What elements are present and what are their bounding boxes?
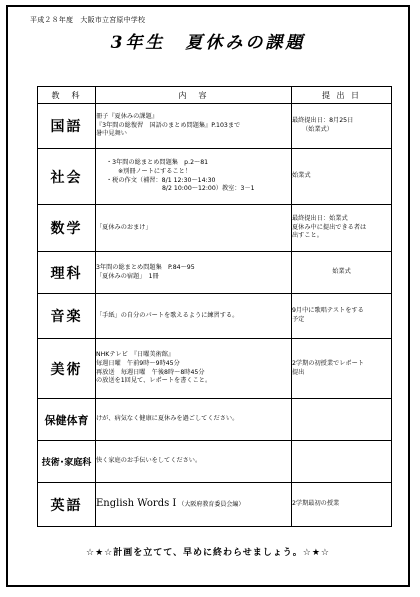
table-row (38, 294, 392, 339)
submit-line: 最終提出日：8月25日 (292, 117, 354, 125)
english-textbook-title: English Words I (96, 498, 177, 510)
table-row (38, 441, 392, 483)
footer-message: ☆★☆計画を立てて、早めに終わらせましょう。☆★☆ (86, 548, 330, 558)
content-cell (96, 483, 292, 527)
assignment-table (37, 86, 392, 527)
subject-cell: 国語 (38, 104, 96, 149)
submit-cell (292, 441, 392, 483)
subject-cell: 社会 (38, 149, 96, 205)
subject-cell: 音楽 (38, 294, 96, 339)
content-line: ※別冊ノートにすること！ (118, 167, 192, 175)
english-textbook-publisher: （大阪府教育委員会編） (178, 501, 245, 509)
school-header: 平成２８年度 大阪市立宮原中学校 (30, 16, 146, 24)
subject-cell: 美術 (38, 339, 96, 399)
content-line: ・3年間の総まとめ問題集 p.2～81 (106, 158, 209, 166)
submit-cell (292, 483, 392, 527)
content-line: 快く家庭のお手伝いをしてください。 (96, 457, 202, 464)
content-line: NHKテレビ 『日曜美術館』 (96, 350, 175, 358)
submit-line: 夏休み中に提出できる者は (292, 223, 367, 231)
submit-line: 予定 (292, 316, 305, 323)
submit-line: 始業式 (292, 172, 311, 179)
content-line: 「夏休みの宿題」 1冊 (96, 272, 159, 280)
submit-cell (292, 252, 392, 294)
content-cell (96, 339, 292, 399)
subject-cell: 理科 (38, 252, 96, 294)
content-cell (96, 399, 292, 441)
subject-cell: 数学 (38, 205, 96, 252)
submit-line: 出すこと。 (292, 232, 323, 240)
subject-cell: 技術･家庭科 (38, 441, 96, 483)
submit-line: 始業式 (332, 268, 351, 275)
table-row (38, 339, 392, 399)
subject-cell: 英語 (38, 483, 96, 527)
submit-line: 9月中に歌唱テストをする (292, 307, 364, 315)
table-row (38, 483, 392, 527)
content-cell (96, 441, 292, 483)
header-subject: 教 科 (38, 87, 96, 104)
submit-cell (292, 205, 392, 252)
submit-cell (292, 104, 392, 149)
content-line: 『3年間の総復習 国語のまとめ問題集』P.103まで (96, 121, 241, 129)
content-line: 冊子『夏休みの課題』 (96, 112, 158, 120)
table-row (38, 104, 392, 149)
table-row (38, 399, 392, 441)
content-cell (96, 205, 292, 252)
document-page (6, 5, 410, 587)
submit-line: 2学期最初の授業 (292, 500, 340, 507)
table-row (38, 252, 392, 294)
content-line: 毎週日曜 午前9時～9時45分 (96, 359, 180, 367)
content-line: 再放送 毎週日曜 午後8時～8時45分 (96, 368, 205, 376)
submit-line: 提出 (292, 368, 305, 376)
content-line: ・税の作文（補習：8/1 12:30～14:30 (106, 176, 216, 184)
content-line: の放送を1回見て、レポートを書くこと。 (96, 377, 212, 385)
submit-line: （始業式） (302, 126, 333, 133)
header-content: 内 容 (96, 87, 292, 104)
submit-cell (292, 339, 392, 399)
content-cell (96, 252, 292, 294)
subject-cell: 保健体育 (38, 399, 96, 441)
content-line: 3年間の総まとめ問題集 P.84～95 (96, 263, 195, 271)
content-line: 暑中見舞い (96, 130, 127, 138)
content-line: 「手紙」の自分のパートを歌えるように練習する。 (96, 311, 239, 319)
content-line: 「夏休みのおまけ」 (96, 223, 152, 231)
submit-cell (292, 399, 392, 441)
content-line: けが、病気なく健康に夏休みを過ごしてください。 (96, 415, 239, 422)
content-cell (96, 104, 292, 149)
table-header-row (38, 87, 392, 104)
table-row (38, 149, 392, 205)
submit-cell (292, 294, 392, 339)
header-submit: 提 出 日 (292, 87, 392, 104)
content-cell (96, 149, 292, 205)
table-row (38, 205, 392, 252)
submit-line: 最終提出日：始業式 (292, 214, 348, 222)
content-line: 8/2 10:00～12:00）教室：3－1 (162, 185, 255, 193)
submit-cell (292, 149, 392, 205)
submit-line: 2学期の初授業でレポート (292, 359, 364, 367)
content-cell (96, 294, 292, 339)
page-title: 3年生 夏休みの課題 (110, 33, 306, 53)
